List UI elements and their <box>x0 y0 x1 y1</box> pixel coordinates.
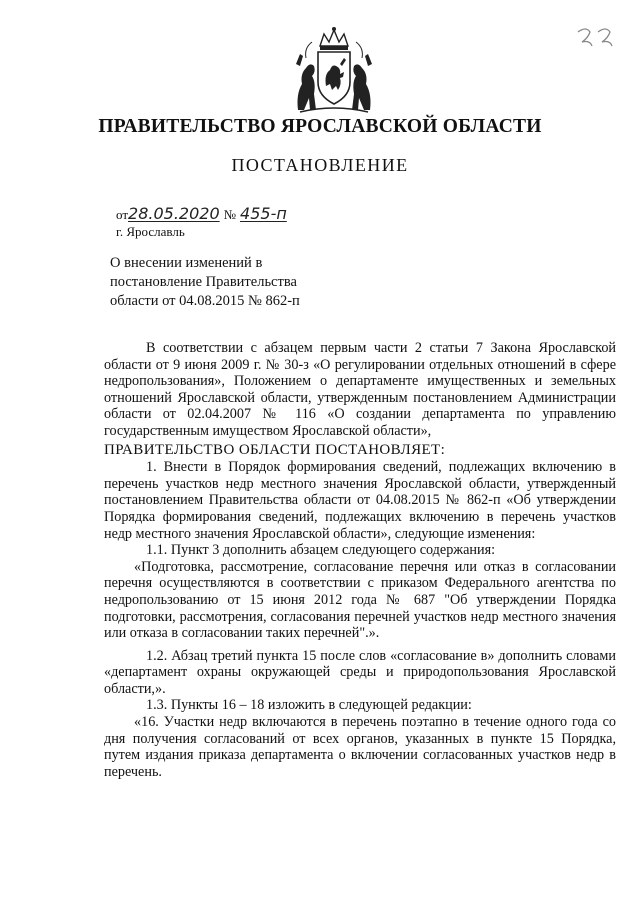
preamble-paragraph: В соответствии с абзацем первым части 2 статьи 7 Закона Ярославской области от 9 июня 2009 г. № 30-з «О регулировании отдельных отношений в сфере недропользования», Положением о департаменте имущественных и земельных отношений Ярославской области, утвержденным постановлением Администрации области от 02.04.2007 № 116 «О создании департамента по управлению государственным имуществом Ярославской области», <box>104 340 616 439</box>
item-1-1-paragraph: 1.1. Пункт 3 дополнить абзацем следующего содержания: <box>146 542 496 559</box>
subject-line: области от 04.08.2015 № 862-п <box>110 293 300 309</box>
handwritten-page-mark <box>574 24 620 54</box>
item-1-paragraph: 1. Внести в Порядок формирования сведений, подлежащих включению в перечень участков недр местного значения Ярославской области, утвержденный постановлением Правительства области от 04.08.2015 № 862-п «Об утверждении Порядка формирования сведений, подлежащих включению в перечень участков недр местного значения Ярославской области», следующие изменения: <box>104 459 616 542</box>
handwritten-date: 28.05.2020 <box>128 204 220 223</box>
government-title: ПРАВИТЕЛЬСТВО ЯРОСЛАВСКОЙ ОБЛАСТИ <box>98 116 542 137</box>
decree-heading: ПРАВИТЕЛЬСТВО ОБЛАСТИ ПОСТАНОВЛЯЕТ: <box>104 441 446 458</box>
document-subject <box>110 254 340 311</box>
quote-1-1-paragraph: «Подготовка, рассмотрение, согласование перечня или отказ в согласовании перечня осуществляются в соответствии с приказом Федерального агентства по недропользованию от 15 июня 2012 года № 687 "Об утверждении Порядка подготовки, рассмотрения, согласования перечней участков недр местного значения или отказа в согласовании таких перечней".». <box>104 558 616 642</box>
item-1-3-paragraph: 1.3. Пункты 16 – 18 изложить в следующей редакции: <box>146 697 472 714</box>
item-1-2-paragraph: 1.2. Абзац третий пункта 15 после слов «согласование в» дополнить словами «департамент охраны окружающей среды и природопользования Ярославской области,». <box>104 647 616 697</box>
city-line: г. Ярославль <box>116 224 185 239</box>
subject-line: О внесении изменений в <box>110 255 263 271</box>
subject-line: постановление Правительства <box>110 274 297 290</box>
coat-of-arms-emblem <box>286 24 382 116</box>
date-prefix: от <box>116 207 129 222</box>
quote-16-paragraph: «16. Участки недр включаются в перечень поэтапно в течение одного года со дня получения согласований от всех органов, указанных в пункте 15 Порядка, путем издания приказа департамента о включении согласованных участков недр в перечень. <box>104 714 616 780</box>
document-body <box>104 340 616 780</box>
date-number-line <box>116 204 287 223</box>
number-sign: № <box>223 207 237 222</box>
handwritten-number: 455-п <box>240 204 287 223</box>
document-type: ПОСТАНОВЛЕНИЕ <box>231 155 409 175</box>
